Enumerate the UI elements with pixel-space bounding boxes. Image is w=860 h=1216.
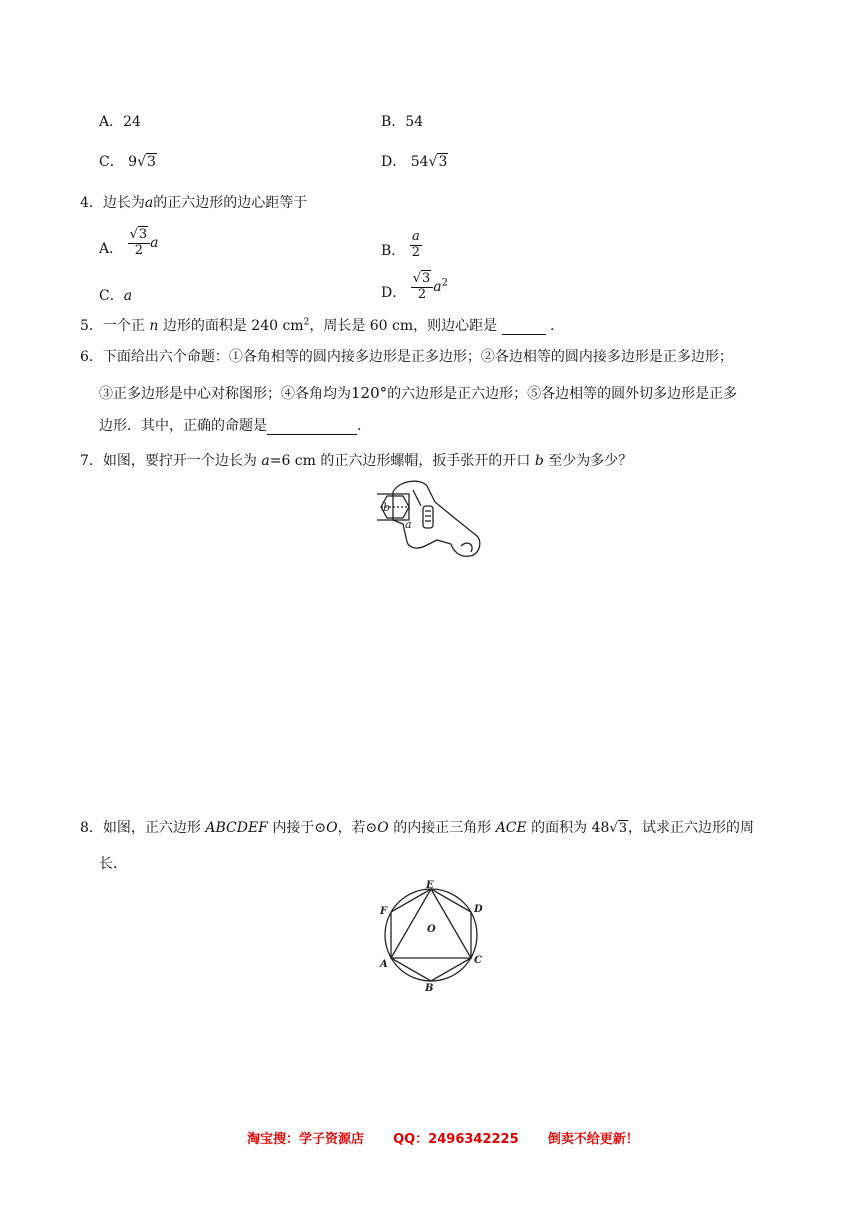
q6-line-2: [99, 383, 737, 403]
center-label-o: O: [427, 924, 436, 935]
q4-stem: [80, 192, 307, 212]
vertex-label-e: E: [426, 880, 434, 891]
q4-option-b: [381, 218, 422, 260]
q4-option-a: [99, 216, 159, 258]
q6-text: 的六边形是正六边形；⑤各边相等的圆外切多边形是正多: [387, 386, 738, 402]
option-letter: A．: [99, 114, 124, 130]
answer-blank: [267, 418, 357, 435]
q4-option-c: [99, 285, 132, 305]
q8-polygon-name: ABCDEF: [205, 820, 268, 836]
vertex-label-a: A: [380, 959, 388, 970]
fraction: [411, 272, 434, 302]
q7-text: =6 cm 的正六边形螺帽，扳手张开的开口: [269, 453, 535, 469]
q3-option-a: [99, 111, 141, 131]
q8-circle-name: O: [377, 820, 389, 836]
footer: [247, 1128, 639, 1147]
q8-text: ，试求正六边形的周: [628, 820, 755, 836]
q8-text: 的内接正三角形: [388, 820, 496, 836]
denominator: 2: [411, 244, 421, 260]
sqrt-expression: √3: [137, 154, 156, 170]
option-coefficient: 54: [410, 154, 429, 170]
q4-option-d: [381, 260, 448, 302]
wrench-label-a: a: [405, 518, 412, 531]
q3-option-b: [381, 111, 423, 131]
q7-variable: b: [534, 453, 544, 469]
variable: a: [150, 235, 159, 252]
hexagon-circle-figure: [372, 880, 490, 992]
q4-stem-suffix: 的正六边形的边心距等于: [153, 195, 308, 211]
q5-variable: n: [149, 318, 159, 334]
q8-circle-name: O: [326, 820, 338, 836]
q6-line-3: [99, 415, 361, 435]
option-letter: A．: [99, 241, 124, 257]
q6-line-1: 6．下面给出六个命题：①各角相等的圆内接多边形是正多边形；②各边相等的圆内接多边形是正多边形；: [80, 349, 733, 365]
q8-text: 的面积为 48: [526, 820, 610, 836]
radicand: 3: [138, 227, 148, 243]
vertex-label-c: C: [474, 955, 482, 966]
sqrt-expression: √3: [609, 821, 628, 836]
footer-note: 倒卖不给更新！: [547, 1132, 639, 1147]
option-letter: D．: [381, 285, 407, 301]
radicand: 3: [421, 271, 431, 287]
answer-blank: [502, 318, 546, 335]
radicand: 3: [147, 154, 156, 170]
fraction: [410, 230, 422, 260]
q7-stem: [80, 450, 632, 470]
denominator: 2: [417, 286, 427, 302]
q8-line-1: [80, 817, 754, 837]
q7-text: 7．如图，要拧开一个边长为: [80, 453, 262, 469]
exponent: 2: [441, 277, 448, 289]
option-letter: D．: [381, 154, 407, 170]
q4-stem-prefix: 4．边长为: [80, 195, 145, 211]
option-coefficient: 9: [128, 154, 138, 170]
variable: a: [433, 279, 442, 296]
q7-text: 至少为多少？: [543, 453, 633, 469]
numerator: √3: [128, 228, 151, 243]
q6-text: ③正多边形是中心对称图形；④各角均为: [99, 386, 351, 402]
q3-option-c: [99, 151, 157, 171]
fraction: [128, 228, 151, 258]
q4-variable: a: [144, 195, 154, 211]
q8-text: 8．如图，正六边形: [80, 820, 206, 836]
option-letter: B．: [381, 114, 406, 130]
numerator: a: [412, 229, 420, 245]
q8-line-2: 长．: [99, 856, 127, 872]
q7-variable: a: [261, 453, 270, 469]
footer-qq: QQ：2496342225: [393, 1132, 519, 1147]
q5-exponent: 2: [303, 317, 310, 328]
vertex-label-b: B: [425, 983, 434, 992]
q6-text: .: [357, 418, 362, 434]
q8-text: ，若⊙: [337, 820, 378, 836]
q5-text: ，周长是 60 cm，则边心距是: [309, 318, 502, 334]
radicand: 3: [438, 154, 448, 170]
denominator: 2: [134, 242, 143, 258]
option-letter: C．: [99, 154, 124, 170]
q8-text: 内接于⊙: [267, 820, 327, 836]
footer-shop: 淘宝搜：学子资源店: [247, 1132, 365, 1147]
option-text: 54: [405, 114, 424, 130]
q8-triangle-name: ACE: [495, 820, 527, 836]
q3-option-d: [381, 151, 448, 171]
option-letter: B．: [381, 243, 406, 259]
sqrt-expression: √3: [428, 154, 448, 170]
q5-text: .: [545, 318, 555, 334]
q5-text: 边形的面积是 240 cm: [158, 318, 304, 334]
radicand: 3: [618, 821, 628, 836]
q6-text: 边形．其中，正确的命题是: [99, 418, 267, 434]
vertex-label-f: F: [380, 906, 388, 917]
q6-angle: 120°: [351, 384, 388, 402]
option-letter: C．: [99, 288, 124, 304]
wrench-figure: [373, 476, 485, 566]
option-text: a: [123, 288, 133, 304]
option-text: 24: [123, 114, 141, 130]
wrench-label-b: b: [383, 501, 391, 514]
numerator: √3: [411, 272, 434, 287]
vertex-label-d: D: [474, 904, 483, 915]
q5-text: 5．一个正: [80, 318, 150, 334]
q5-stem: [80, 315, 555, 335]
